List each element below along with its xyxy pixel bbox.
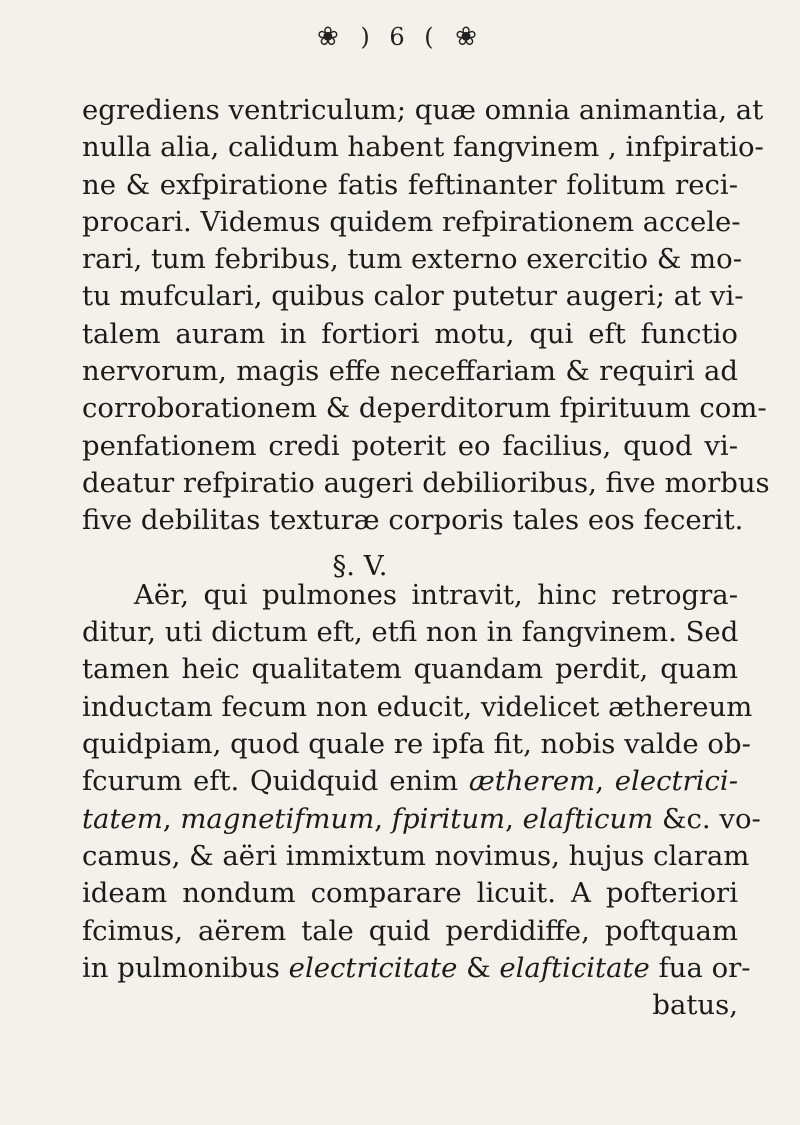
text-segment: ,: [505, 802, 523, 835]
text-line: tamen heic qualitatem quandam perdit, quam: [82, 653, 738, 686]
text-line: talem auram in fortiori motu, qui eft functio: [82, 317, 738, 350]
flower-ornament-icon: ❀: [317, 22, 345, 52]
italic-term: fpiritum: [391, 802, 506, 835]
flower-ornament-icon: ❀: [455, 22, 483, 52]
text-line: deatur refpiratio augeri debilioribus, five morbus: [82, 466, 770, 499]
text-line: nulla alia, calidum habent fangvinem , infpiratio-: [82, 131, 764, 164]
text-segment: fcurum eft. Quidquid enim: [82, 765, 469, 798]
text-line: penfationem credi poterit eo facilius, quod vi-: [82, 429, 738, 462]
page-number: ) 6 (: [360, 23, 440, 51]
text-line: [82, 950, 751, 987]
italic-term: ætherem: [468, 765, 596, 798]
italic-term: electricitate: [288, 951, 458, 984]
page-header: [0, 16, 800, 57]
text-line: corroborationem & deperditorum fpirituum com-: [82, 392, 767, 425]
text-line: egrediens ventriculum; quæ omnia animantia, at: [82, 94, 764, 126]
text-line: fcimus, aërem tale quid perdidiffe, poftquam: [82, 914, 738, 947]
text-line: ne & exfpiratione fatis feftinanter folitum reci-: [82, 168, 738, 201]
italic-term: elafticum: [522, 802, 654, 835]
italic-term: tatem: [82, 802, 163, 835]
text-segment: &c. vo-: [653, 802, 761, 835]
text-line: rari, tum febribus, tum externo exercitio & mo-: [82, 243, 742, 276]
text-line: ditur, uti dictum eft, etfi non in fangvinem. Sed: [82, 616, 739, 649]
text-line: quidpiam, quod quale re ipfa fit, nobis valde ob-: [82, 728, 751, 761]
text-line: five debilitas texturæ corporis tales eos fecerit.: [82, 504, 744, 537]
text-line: ideam nondum comparare licuit. A pofteriori: [82, 877, 738, 910]
text-line: procari. Videmus quidem refpirationem accele-: [82, 205, 741, 238]
text-line: camus, & aëri immixtum novimus, hujus claram: [82, 839, 750, 872]
text-line: tu mufculari, quibus calor putetur augeri; at vi-: [82, 280, 744, 313]
italic-term: magnetifmum: [180, 802, 375, 835]
body-text: [82, 92, 770, 1024]
text-line: [82, 801, 761, 838]
text-segment: in pulmonibus: [82, 951, 289, 984]
catchword: batus,: [652, 989, 738, 1022]
text-line: nervorum, magis effe neceffariam & requiri ad: [82, 355, 738, 388]
italic-term: elafticitate: [499, 951, 650, 984]
text-segment: ,: [595, 765, 615, 798]
text-segment: ,: [162, 802, 181, 835]
text-line: inductam fecum non educit, videlicet æthereum: [82, 690, 753, 723]
italic-term: electrici-: [614, 765, 738, 798]
text-line: Aër, qui pulmones intravit, hinc retrogra-: [134, 578, 738, 611]
text-segment: &: [457, 951, 500, 984]
section-heading: §. V.: [332, 549, 388, 582]
text-segment: fua or-: [649, 951, 751, 984]
text-segment: ,: [374, 802, 392, 835]
text-line: [82, 763, 738, 800]
